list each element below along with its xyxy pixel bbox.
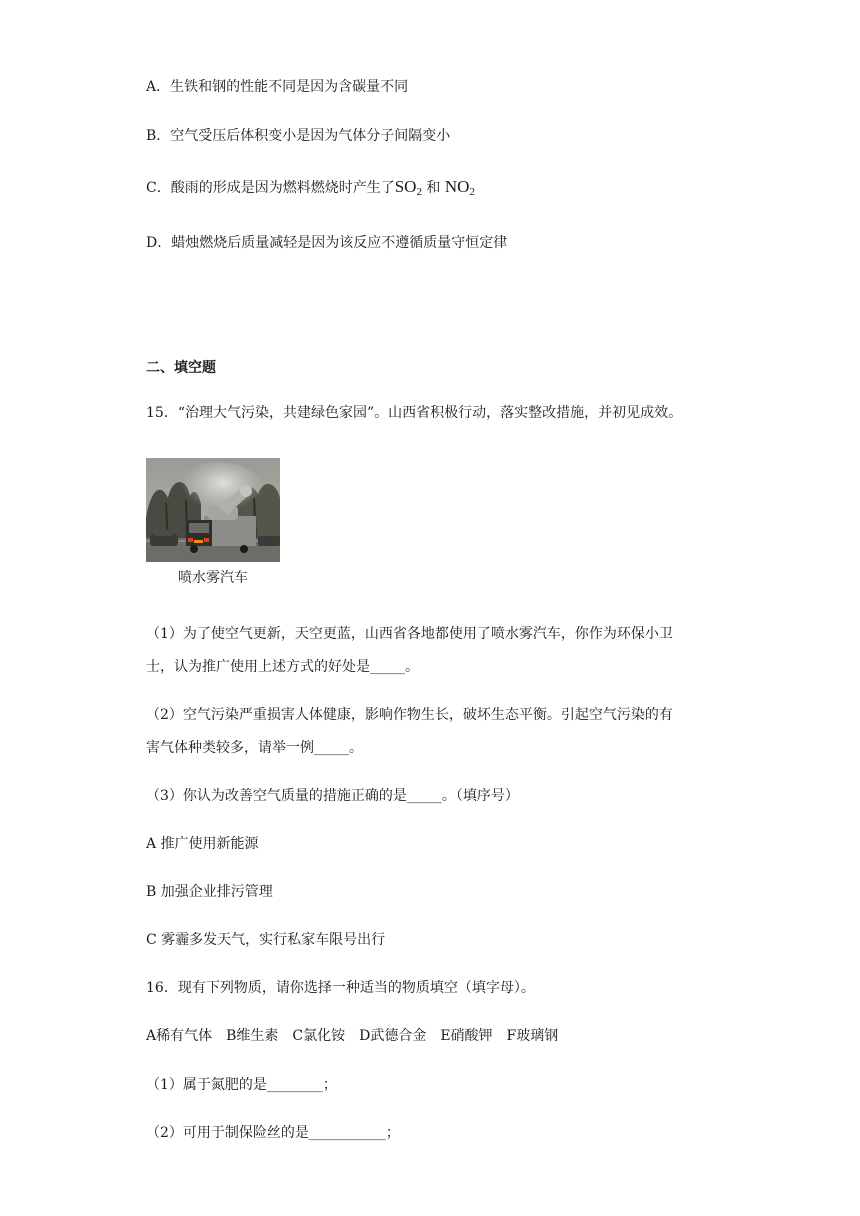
q15-choice-c: C 雾霾多发天气，实行私家车限号出行 [146, 932, 386, 948]
option-b: B．空气受压后体积变小是因为气体分子间隔变小 [146, 128, 451, 144]
photo-caption: 喷水雾汽车 [178, 570, 248, 586]
q15-choice-b: B 加强企业排污管理 [146, 884, 273, 900]
q15-stem: 15．“治理大气污染，共建绿色家园”。山西省积极行动，落实整改措施，并初见成效。 [146, 405, 683, 421]
formula-no2: $NO_2$ [444, 177, 475, 198]
q16-sub2: （2）可用于制保险丝的是___________； [146, 1125, 400, 1141]
option-d: D．蜡烛燃烧后质量减轻是因为该反应不遵循质量守恒定律 [146, 235, 508, 251]
option-c [146, 177, 475, 202]
q15-sub1-line2: 士，认为推广使用上述方式的好处是_____。 [146, 659, 419, 675]
section-title: 二、填空题 [146, 360, 216, 376]
q15-sub1-line1: （1）为了使空气更新，天空更蓝，山西省各地都使用了喷水雾汽车，你作为环保小卫 [146, 626, 673, 642]
formula-so2: $SO_2$ [394, 177, 422, 198]
q16-materials: A稀有气体 B维生素 C氯化铵 D武德合金 E硝酸钾 F玻璃钢 [146, 1028, 559, 1044]
spray-truck-photo [146, 458, 280, 562]
option-a: A．生铁和钢的性能不同是因为含碳量不同 [146, 79, 409, 95]
option-c-text: C．酸雨的形成是因为燃料燃烧时产生了 [146, 180, 395, 196]
q15-sub3: （3）你认为改善空气质量的措施正确的是_____。（填序号） [146, 788, 519, 804]
option-c-and: 和 [421, 180, 445, 196]
q15-sub2-line2: 害气体种类较多，请举一例_____。 [146, 740, 363, 756]
q15-sub2-line1: （2）空气污染严重损害人体健康，影响作物生长，破坏生态平衡。引起空气污染的有 [146, 707, 673, 723]
q15-choice-a: A 推广使用新能源 [146, 836, 259, 852]
q16-sub1: （1）属于氮肥的是________； [146, 1077, 337, 1093]
q16-stem: 16．现有下列物质，请你选择一种适当的物质填空（填字母）。 [146, 980, 535, 996]
